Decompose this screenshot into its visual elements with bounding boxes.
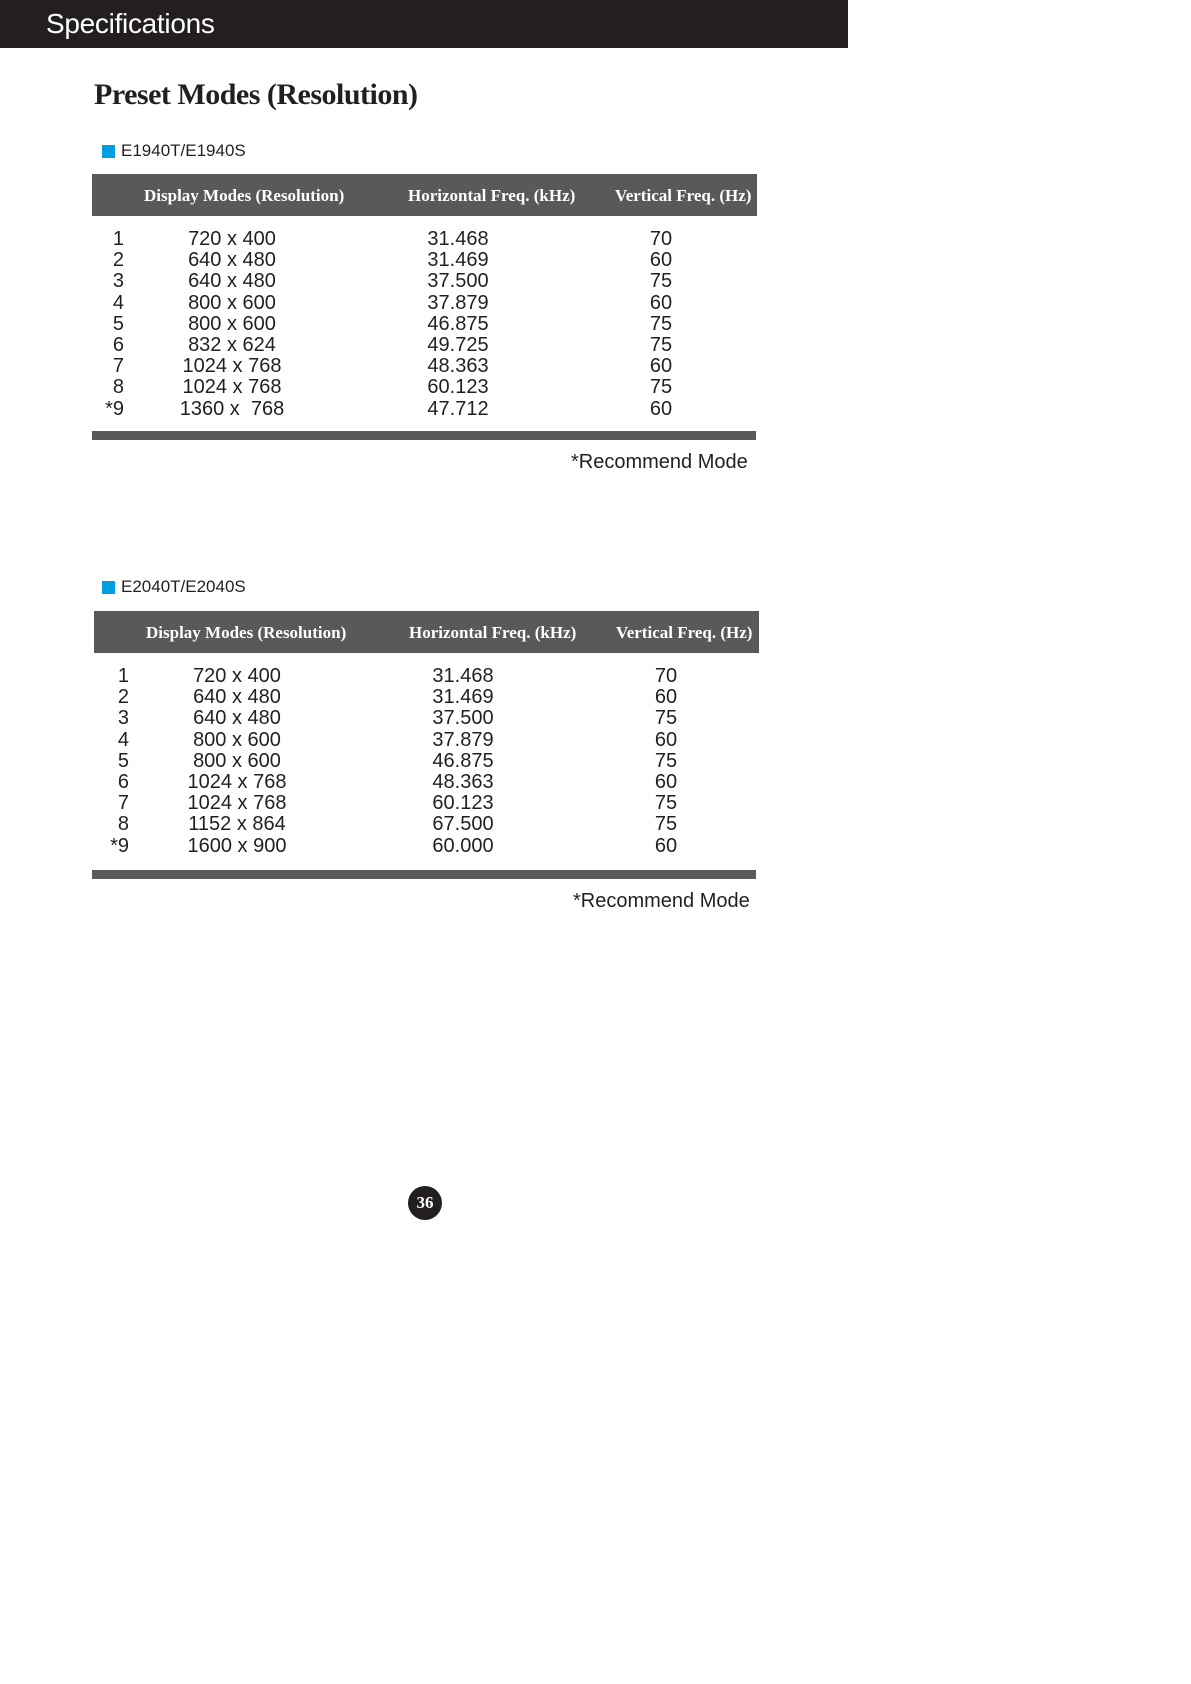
- row-horizontal-freq: 60.000: [432, 834, 494, 857]
- table-row: [0, 228, 848, 249]
- row-resolution: 1600 x 900: [187, 834, 287, 857]
- row-index: 2: [117, 686, 129, 709]
- row-vertical-freq: 75: [654, 749, 678, 772]
- model-label: [102, 142, 246, 160]
- table-row: [0, 792, 848, 813]
- row-horizontal-freq: 48.363: [427, 355, 489, 378]
- row-vertical-freq: 75: [654, 707, 678, 730]
- row-resolution: 1024 x 768: [182, 355, 282, 378]
- row-horizontal-freq: 31.468: [432, 665, 494, 687]
- table-row: [0, 686, 848, 707]
- row-index: 3: [117, 707, 129, 730]
- row-resolution: 640 x 480: [193, 707, 281, 730]
- table-row: [0, 729, 848, 750]
- row-index: 7: [117, 792, 129, 815]
- header-title: Specifications: [46, 8, 215, 39]
- row-resolution: 720 x 400: [188, 228, 276, 250]
- table-header: [94, 611, 759, 653]
- row-vertical-freq: 60: [654, 728, 678, 751]
- table-row: [0, 292, 848, 313]
- row-vertical-freq: 75: [654, 813, 678, 836]
- model-name: E1940T/E1940S: [121, 141, 246, 160]
- row-resolution: 640 x 480: [188, 270, 276, 293]
- row-index: 3: [112, 270, 124, 293]
- row-index: 8: [117, 813, 129, 836]
- row-index: 1: [112, 228, 124, 250]
- row-index: 8: [112, 376, 124, 399]
- row-horizontal-freq: 37.879: [432, 728, 494, 751]
- row-resolution: 800 x 600: [193, 728, 281, 751]
- page-number-badge: 36: [408, 1186, 442, 1220]
- row-index: 2: [112, 249, 124, 272]
- row-horizontal-freq: 31.469: [427, 249, 489, 272]
- page-title: Preset Modes (Resolution): [94, 78, 418, 111]
- row-vertical-freq: 75: [649, 312, 673, 335]
- row-horizontal-freq: 37.500: [427, 270, 489, 293]
- row-vertical-freq: 60: [649, 397, 673, 420]
- row-resolution: 640 x 480: [188, 249, 276, 272]
- row-resolution: 1024 x 768: [187, 792, 287, 815]
- row-horizontal-freq: 47.712: [427, 397, 489, 420]
- row-vertical-freq: 60: [649, 249, 673, 272]
- row-horizontal-freq: 46.875: [427, 312, 489, 335]
- row-horizontal-freq: 31.468: [427, 228, 489, 250]
- table-bottom-rule: [92, 870, 756, 879]
- row-index: 5: [112, 312, 124, 335]
- table-bottom-rule: [92, 431, 756, 440]
- row-resolution: 1152 x 864: [188, 813, 286, 836]
- row-vertical-freq: 60: [654, 686, 678, 709]
- column-header-horizontal-freq: Horizontal Freq. (kHz): [409, 623, 577, 642]
- row-index: 6: [117, 771, 129, 793]
- row-horizontal-freq: 48.363: [432, 771, 494, 793]
- header-bar: [0, 0, 848, 48]
- row-resolution: 1360 x 768: [179, 397, 285, 420]
- column-header-display-modes: Display Modes (Resolution): [146, 623, 347, 642]
- table-row: [0, 665, 848, 686]
- row-resolution: 800 x 600: [188, 291, 276, 314]
- row-horizontal-freq: 49.725: [427, 334, 489, 356]
- row-vertical-freq: 60: [649, 355, 673, 378]
- table-row: [0, 771, 848, 792]
- row-index: *9: [105, 397, 124, 420]
- table-row: [0, 750, 848, 771]
- row-resolution: 800 x 600: [193, 749, 281, 772]
- square-bullet-icon: [102, 145, 115, 158]
- row-index: *9: [110, 834, 129, 857]
- row-index: 5: [117, 749, 129, 772]
- column-header-vertical-freq: Vertical Freq. (Hz): [615, 186, 752, 205]
- row-index: 4: [112, 291, 124, 314]
- row-horizontal-freq: 37.879: [427, 291, 489, 314]
- row-resolution: 720 x 400: [193, 665, 281, 687]
- table-header: [92, 174, 757, 216]
- row-index: 1: [117, 665, 129, 687]
- model-label: [102, 578, 246, 596]
- row-resolution: 1024 x 768: [182, 376, 282, 399]
- row-vertical-freq: 60: [649, 291, 673, 314]
- table-row: [0, 813, 848, 834]
- row-vertical-freq: 60: [654, 834, 678, 857]
- row-vertical-freq: 75: [649, 270, 673, 293]
- row-resolution: 1024 x 768: [187, 771, 287, 793]
- row-vertical-freq: 75: [654, 792, 678, 815]
- row-vertical-freq: 75: [649, 376, 673, 399]
- row-index: 4: [117, 728, 129, 751]
- square-bullet-icon: [102, 581, 115, 594]
- row-resolution: 800 x 600: [188, 312, 276, 335]
- row-horizontal-freq: 60.123: [427, 376, 489, 399]
- row-vertical-freq: 75: [649, 334, 673, 356]
- row-index: 6: [112, 334, 124, 356]
- table-row: [0, 355, 848, 376]
- recommend-mode-note: *Recommend Mode: [573, 890, 750, 912]
- row-horizontal-freq: 46.875: [432, 749, 494, 772]
- table-row: [0, 270, 848, 291]
- model-name: E2040T/E2040S: [121, 577, 246, 596]
- row-horizontal-freq: 60.123: [432, 792, 494, 815]
- row-vertical-freq: 60: [654, 771, 678, 793]
- row-index: 7: [112, 355, 124, 378]
- table-row: [0, 376, 848, 397]
- table-row: [0, 334, 848, 355]
- row-resolution: 640 x 480: [193, 686, 281, 709]
- column-header-vertical-freq: Vertical Freq. (Hz): [616, 623, 753, 642]
- column-header-horizontal-freq: Horizontal Freq. (kHz): [408, 186, 576, 205]
- row-vertical-freq: 70: [649, 228, 673, 250]
- row-horizontal-freq: 31.469: [432, 686, 494, 709]
- row-horizontal-freq: 37.500: [432, 707, 494, 730]
- table-row: [0, 835, 848, 856]
- recommend-mode-note: *Recommend Mode: [571, 451, 748, 473]
- column-header-display-modes: Display Modes (Resolution): [144, 186, 345, 205]
- table-row: [0, 313, 848, 334]
- row-horizontal-freq: 67.500: [432, 813, 494, 836]
- table-row: [0, 249, 848, 270]
- row-vertical-freq: 70: [654, 665, 678, 687]
- row-resolution: 832 x 624: [188, 334, 276, 356]
- table-row: [0, 398, 848, 419]
- table-row: [0, 707, 848, 728]
